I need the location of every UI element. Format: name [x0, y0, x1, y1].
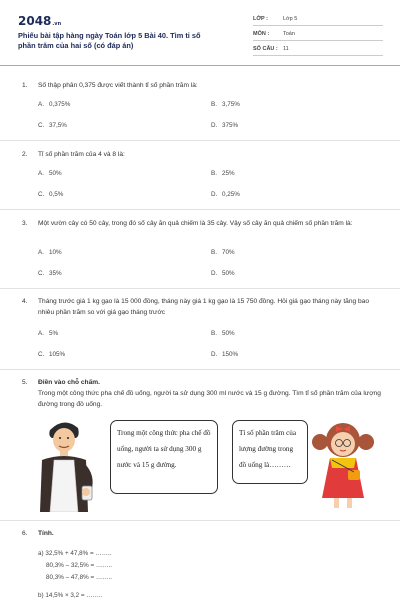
option-d[interactable]: D. 0,25% [211, 191, 240, 198]
girl-illustration-icon [310, 418, 376, 510]
option-a[interactable]: A. 5% [38, 330, 59, 337]
question-number: 2. [22, 151, 28, 158]
option-c[interactable]: C. 105% [38, 351, 66, 358]
expression-line: 80,3% – 47,8% = …….. [46, 574, 112, 581]
option-b[interactable]: B. 70% [211, 249, 235, 256]
question-separator [0, 288, 400, 289]
expression-line: a) 32,5% + 47,8% = …….. [38, 550, 112, 557]
class-value: Lớp 5 [283, 16, 298, 22]
question-text: Tỉ số phần trăm của 4 và 8 là: [38, 151, 125, 158]
option-c[interactable]: C. 37,5% [38, 122, 67, 129]
question-number: 3. [22, 220, 28, 227]
question-number: 6. [22, 530, 28, 537]
class-label: LỚP : [253, 16, 268, 22]
speech-bubble-left: Trong một công thức pha chế đồ uống, người ta sử dụng 300 g nước và 15 g đường. [110, 420, 218, 494]
option-b[interactable]: B. 3,75% [211, 101, 240, 108]
option-c[interactable]: C. 0,5% [38, 191, 64, 198]
worksheet-header [0, 0, 400, 62]
question-heading: Điền vào chỗ chấm. [38, 379, 100, 386]
subject-value: Toán [283, 31, 295, 37]
site-logo[interactable] [18, 14, 61, 28]
speech-bubble-right: Tỉ số phần trăm của lượng đường trong đồ uống là……… [232, 420, 308, 484]
question-number: 5. [22, 379, 28, 386]
option-a[interactable]: A. 0,375% [38, 101, 71, 108]
logo-suffix: .vn [52, 21, 62, 27]
question-text: Trong một công thức pha chế đồ uống, người ta sử dụng 300 ml nước và 15 g đường. Tìm tỉ số phần trăm của lượng đường trong đồ uống. [38, 390, 381, 408]
option-c[interactable]: C. 35% [38, 270, 62, 277]
question-number: 4. [22, 298, 28, 305]
option-d[interactable]: D. 150% [211, 351, 239, 358]
question-separator [0, 140, 400, 141]
expression-line: 80,3% – 32,5% = …….. [46, 562, 112, 569]
question-separator [0, 520, 400, 521]
option-a[interactable]: A. 50% [38, 170, 62, 177]
question-text: Tháng trước giá 1 kg gạo là 15 000 đồng, tháng này giá 1 kg gạo là 15 750 đồng. Hỏi giá gạo tháng này tăng bao nhiêu phần trăm so với giá gạo tháng trước [38, 298, 369, 316]
count-label: SỐ CÂU : [253, 46, 278, 52]
logo-text: 2048 [18, 14, 52, 28]
header-divider [0, 65, 400, 66]
subject-label: MÔN : [253, 31, 270, 37]
question-number: 1. [22, 82, 28, 89]
option-a[interactable]: A. 10% [38, 249, 62, 256]
question-separator [0, 369, 400, 370]
man-illustration-icon [26, 416, 102, 512]
question-heading: Tính. [38, 530, 54, 537]
option-d[interactable]: D. 50% [211, 270, 235, 277]
count-value: 11 [283, 46, 289, 52]
question-text: Số thập phân 0,375 được viết thành tỉ số phần trăm là: [38, 82, 198, 89]
option-d[interactable]: D. 375% [211, 122, 239, 129]
page-title: Phiếu bài tập hàng ngày Toán lớp 5 Bài 40. Tìm tỉ số phần trăm của hai số (có đáp án) [18, 31, 201, 50]
expression-line: b) 14,5% × 3,2 = …….. [38, 592, 103, 599]
question-text: Một vườn cây có 50 cây, trong đó số cây ăn quả chiếm là 35 cây. Vậy số cây ăn quả chiếm số phần trăm là: [38, 220, 353, 227]
option-b[interactable]: B. 25% [211, 170, 235, 177]
question-separator [0, 209, 400, 210]
option-b[interactable]: B. 50% [211, 330, 235, 337]
